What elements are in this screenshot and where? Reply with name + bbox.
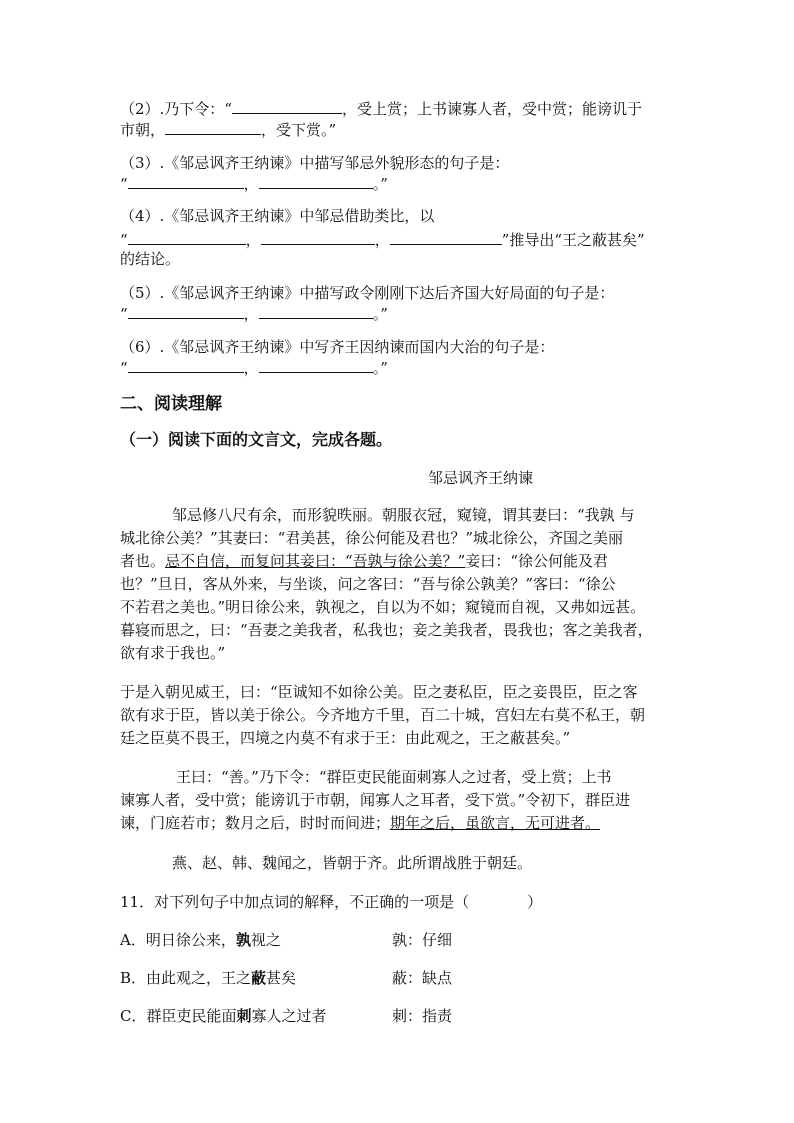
para3-line1: 王曰：“善。”乃下令：“群臣吏民能面刺寡人之过者，受上赏；上书 <box>176 768 612 786</box>
q4-conclusion: 的结论。 <box>120 250 181 268</box>
q11-option-a[interactable] <box>120 930 281 950</box>
option-c-key-word: 刺 <box>236 1007 252 1025</box>
para3-line3-text: 谏，门庭若市；数月之后，时时而间进； <box>120 814 391 832</box>
para2-line1: 于是入朝见威王，曰：“臣诚知不如徐公美。臣之妻私臣，臣之妾畏臣，臣之客 <box>120 683 638 701</box>
q5-open-quote: “ <box>120 305 128 323</box>
q3-answer-line <box>120 173 388 194</box>
q4-blank-3[interactable] <box>390 229 502 245</box>
q4-tail: ”推导出“王之蔽甚矣” <box>501 231 645 249</box>
q6-stem: （6）.《邹忌讽齐王纳谏》中写齐王因纳谏而国内大治的句子是： <box>120 338 555 356</box>
option-a-key-word: 孰 <box>235 931 251 949</box>
q2-line2-suffix: ，受下赏。” <box>261 121 337 139</box>
q2-prefix: （2）.乃下令：“ <box>120 100 232 118</box>
q4-blank-2[interactable] <box>261 229 375 245</box>
option-c-sentence-start: C．群臣吏民能面 <box>120 1007 237 1025</box>
q2-blank-2[interactable] <box>165 119 261 135</box>
para1-line7: 欲有求于我也。” <box>120 644 226 662</box>
q2-blank-1[interactable] <box>232 98 342 114</box>
q4-answer-line <box>120 229 645 250</box>
q6-comma: ， <box>243 359 259 377</box>
q11-option-b[interactable] <box>120 968 296 988</box>
para3-line2: 谏寡人者，受中赏；能谤讥于市朝，闻寡人之耳者，受下赏。”令初下，群臣进 <box>120 791 631 809</box>
para1-line5: 不若君之美也。”明日徐公来，孰视之，自以为不如；窥镜而自视，又弗如远甚。 <box>120 598 646 616</box>
section-heading: 二、阅读理解 <box>120 394 222 414</box>
option-a-explanation: 孰：仔细 <box>392 931 453 949</box>
q5-comma: ， <box>243 305 259 323</box>
q4-comma-1: ， <box>245 231 261 249</box>
q3-stem: （3）.《邹忌讽齐王纳谏》中描写邹忌外貌形态的句子是： <box>120 154 510 172</box>
q2-line1 <box>120 98 642 119</box>
option-c-sentence-end: 寡人之过者 <box>251 1007 327 1025</box>
q6-close-quote: 。” <box>372 359 388 377</box>
option-c-explanation: 刺：指责 <box>392 1007 453 1025</box>
q2-mid: ，受上赏；上书谏寡人者，受中赏；能谤讥于 <box>341 100 642 118</box>
para1-line4: 也？”旦日，客从外来，与坐谈，问之客曰：“吾与徐公孰美？”客曰：“徐公 <box>120 575 616 593</box>
q3-blank-2[interactable] <box>259 173 373 189</box>
q11-option-c[interactable] <box>120 1006 327 1026</box>
q3-blank-1[interactable] <box>128 173 244 189</box>
q4-blank-1[interactable] <box>128 229 246 245</box>
q4-stem: （4）.《邹忌讽齐王纳谏》中邹忌借助类比，以 <box>120 207 435 225</box>
q3-close-quote: 。” <box>372 175 388 193</box>
q4-comma-2: ， <box>374 231 390 249</box>
q3-open-quote: “ <box>120 175 128 193</box>
option-a-sentence-end: 视之 <box>250 931 281 949</box>
q11-stem <box>120 892 542 912</box>
option-b-key-word: 蔽 <box>251 969 267 987</box>
para4: 燕、赵、韩、魏闻之，皆朝于齐。此所谓战胜于朝廷。 <box>172 854 533 872</box>
q6-open-quote: “ <box>120 359 128 377</box>
para1-line3: 者也。忌不自信，而复问其妾曰：“吾孰与徐公美？”妾曰：“徐公何能及君 <box>120 552 609 570</box>
option-b-sentence-end: 甚矣 <box>266 969 297 987</box>
q3-comma: ， <box>243 175 259 193</box>
para2-line3: 廷之臣莫不畏王，四境之内莫不有求于王：由此观之，王之蔽甚矣。” <box>120 729 571 747</box>
q11-stem-text: 11．对下列句子中加点词的解释，不正确的一项是（ <box>120 893 470 911</box>
q5-close-quote: 。” <box>372 305 388 323</box>
q11-stem-close: ） <box>527 893 543 911</box>
q6-blank-1[interactable] <box>128 357 244 373</box>
option-a-sentence-start: A．明日徐公来， <box>120 931 236 949</box>
q2-line2-prefix: 市朝， <box>120 121 166 139</box>
passage-title: 邹忌讽齐王纳谏 <box>428 469 534 487</box>
para3-underlined-sentence: 期年之后，虽欲言，无可进者。 <box>390 814 601 832</box>
para1-line1: 邹忌修八尺有余，而形貌昳丽。朝服衣冠，窥镜，谓其妻曰：“我孰 与 <box>172 506 635 524</box>
q6-blank-2[interactable] <box>259 357 373 373</box>
q5-answer-line <box>120 303 388 324</box>
option-b-explanation: 蔽：缺点 <box>392 969 453 987</box>
q6-answer-line <box>120 357 388 378</box>
q2-line2 <box>120 119 336 140</box>
para1-line2: 城北徐公美？”其妻曰：“君美甚，徐公何能及君也？”城北徐公，齐国之美丽 <box>120 529 624 547</box>
para1-underlined-sentence: 忌不自信，而复问其妾曰：“吾孰与徐公美？” <box>165 552 466 570</box>
para1-line6: 暮寝而思之，曰：“吾妻之美我者，私我也；妾之美我者，畏我也；客之美我者， <box>120 621 653 639</box>
q5-blank-2[interactable] <box>259 303 373 319</box>
para3-line3 <box>120 813 600 833</box>
section-subheading: （一）阅读下面的文言文，完成各题。 <box>120 430 393 449</box>
q4-open-quote: “ <box>120 231 128 249</box>
option-b-sentence-start: B．由此观之，王之 <box>120 969 252 987</box>
q5-stem: （5）.《邹忌讽齐王纳谏》中描写政令刚刚下达后齐国大好局面的句子是： <box>120 284 615 302</box>
para2-line2: 欲有求于臣，皆以美于徐公。今齐地方千里，百二十城，宫妇左右莫不私王，朝 <box>120 706 646 724</box>
q5-blank-1[interactable] <box>128 303 244 319</box>
